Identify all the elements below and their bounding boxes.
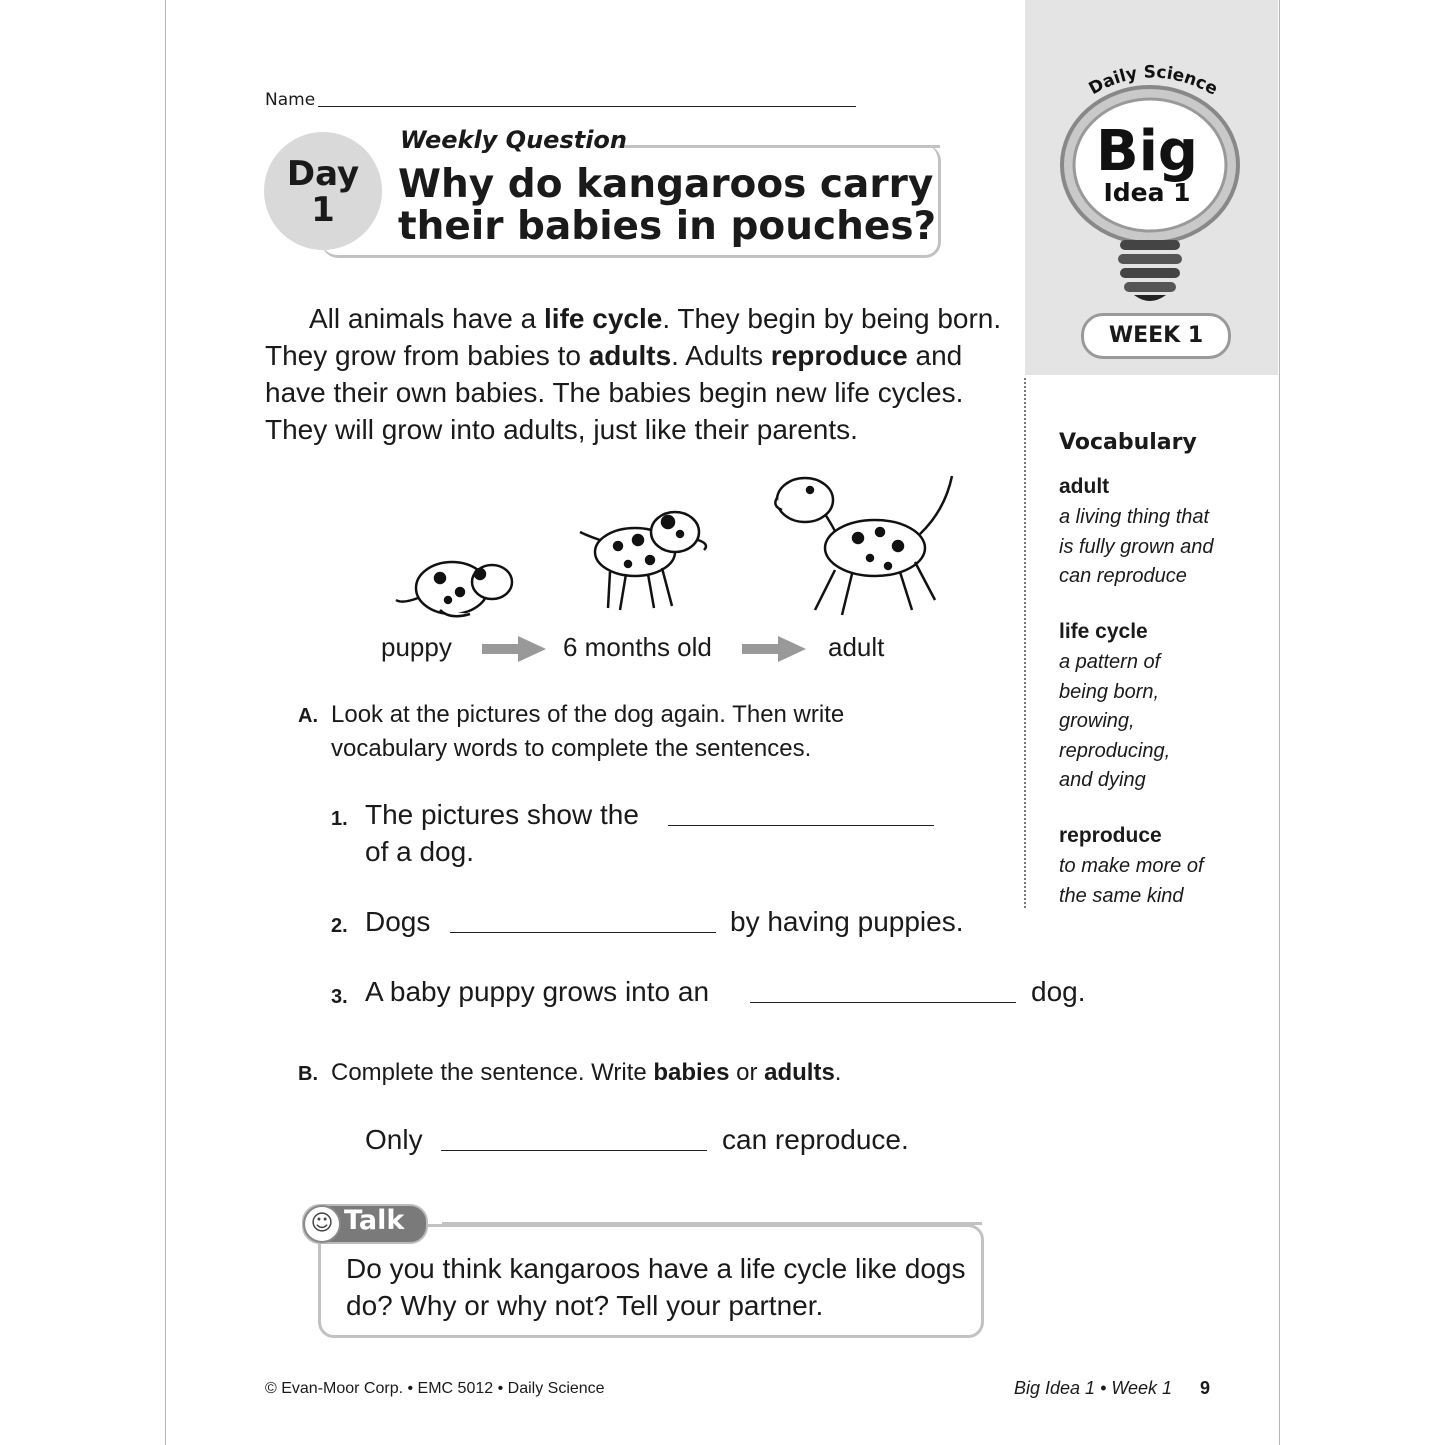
item-2-answer-blank[interactable] [450,932,716,933]
day-word: Day [286,154,360,194]
vocab-def-adult: a living thing that is fully grown and can reproduce [1059,506,1214,587]
arrow-right-icon [742,634,808,664]
adult-dog-drawing [775,476,952,615]
footer-section: Big Idea 1 • Week 1 [1014,1378,1173,1398]
item-2-number: 2. [331,915,348,937]
day-number: 1 [311,190,335,230]
item-3-text-end: dog. [1031,976,1086,1007]
stage-label-6-months: 6 months old [563,632,712,662]
stage-label-puppy: puppy [381,632,452,662]
item-1-number: 1. [331,808,348,830]
series-label: Daily Science [1085,62,1221,100]
term-reproduce: reproduce [770,340,908,371]
vocab-term-reproduce: reproduce [1059,824,1162,847]
vocab-term-life-cycle: life cycle [1059,620,1148,643]
term-adults: adults [588,340,672,371]
dog-life-cycle-illustration [380,470,980,630]
footer-copyright: © Evan-Moor Corp. • EMC 5012 • Daily Science [265,1380,605,1397]
item-3-number: 3. [331,986,348,1008]
section-b-answer-blank[interactable] [441,1150,707,1151]
section-b-instructions: Complete the sentence. Write babies or adults. [331,1059,842,1086]
arrow-right-icon [482,634,548,664]
page-number: 9 [1200,1378,1211,1398]
section-b-letter: B. [298,1063,318,1085]
name-field[interactable] [318,106,856,107]
sidebar-divider [1024,378,1026,908]
talk-prompt: Do you think kangaroos have a life cycle like dogs do? Why or why not? Tell your partner. [346,1253,966,1321]
name-label: Name [265,90,316,110]
stage-label-adult: adult [828,632,885,662]
puppy-drawing [396,562,512,616]
speaking-person-icon: ☺ [303,1205,341,1243]
young-dog-drawing [580,512,706,610]
item-1-answer-blank[interactable] [668,825,934,826]
term-life-cycle: life cycle [544,303,663,334]
intro-paragraph: All animals have a life cycle. They begin by being born. They grow from babies to adults. Adults reproduce and have their own babies. The babies begin new life cycles. They will grow into adults, just like their parents. [265,303,1002,445]
talk-box-top-line [442,1222,982,1225]
weekly-question: Why do kangaroos carry their babies in pouches? [398,162,937,249]
badge-idea: Idea 1 [1103,178,1191,207]
section-a-instructions: Look at the pictures of the dog again. Then write vocabulary words to complete the sentences. [331,701,845,762]
week-badge: WEEK 1 [1081,313,1231,359]
section-b-text: Only [365,1124,423,1155]
item-2-text: Dogs [365,906,431,937]
vocab-def-life-cycle: a pattern of being born, growing, reproducing, and dying [1059,651,1171,791]
item-2-text-end: by having puppies. [730,906,964,937]
section-b-text-end: can reproduce. [722,1124,909,1155]
item-1-text: The pictures show the [365,799,639,830]
vocab-def-reproduce: to make more of the same kind [1059,855,1204,907]
vocab-term-adult: adult [1059,475,1110,498]
question-frame-top [618,145,940,148]
item-3-answer-blank[interactable] [750,1002,1016,1003]
section-a-letter: A. [298,705,318,727]
talk-label: Talk [344,1205,405,1236]
lightbulb-icon [1040,55,1260,305]
badge-big: Big [1096,119,1198,184]
day-circle [264,132,382,250]
weekly-question-label: Weekly Question [400,126,628,154]
vocabulary-title: Vocabulary [1059,430,1197,455]
item-1-text-end: of a dog. [365,836,474,867]
item-3-text: A baby puppy grows into an [365,976,710,1007]
